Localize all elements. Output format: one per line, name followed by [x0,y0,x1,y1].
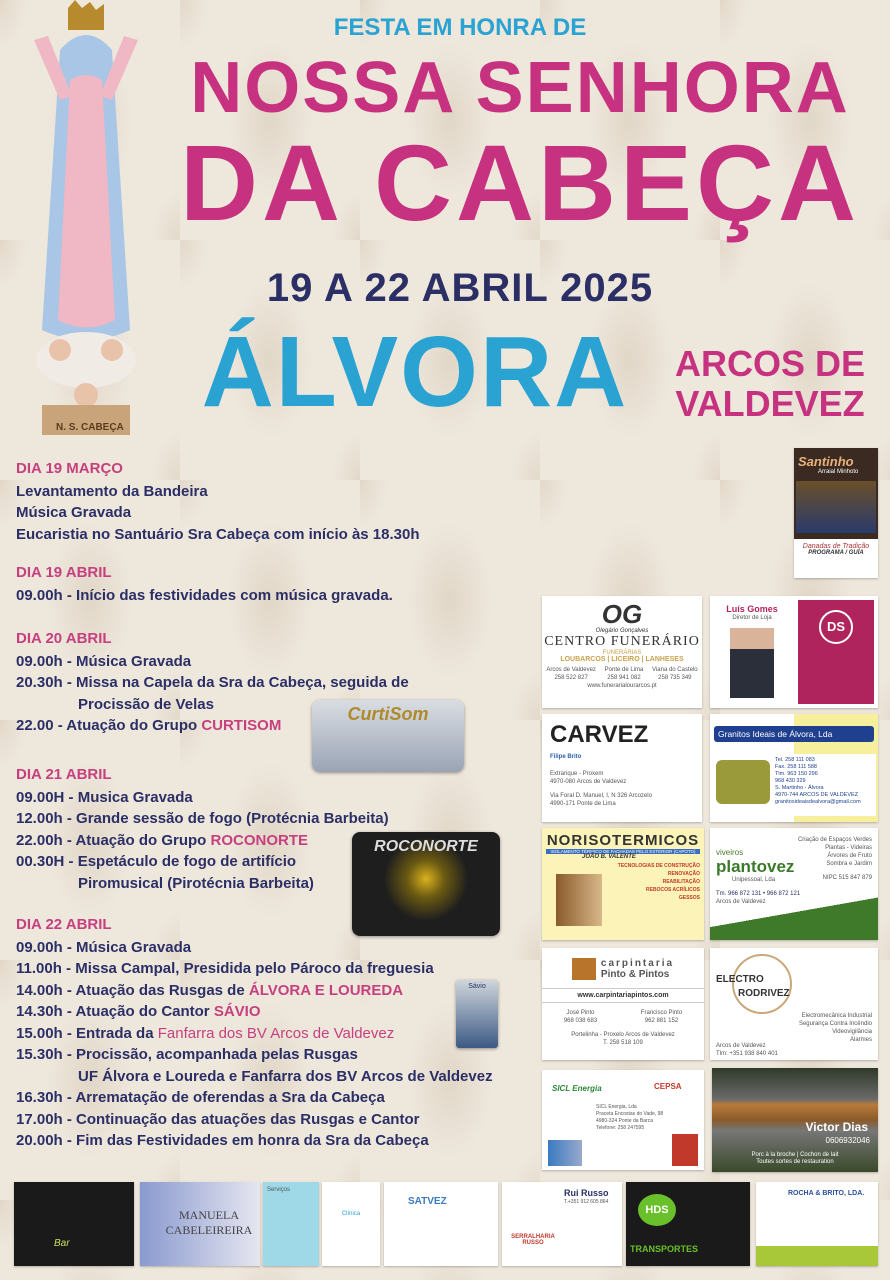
day-heading: DIA 22 ABRIL [16,916,112,933]
sponsor-clinic: Clínica [322,1182,380,1266]
curtisom-photo: CurtiSom [312,700,464,772]
schedule-item: 00.30H - Espetáculo de fogo de artifício [16,853,297,870]
sponsor-electro-rodrivez: ELECTRO RODRIVEZ Electromecânica Industrial Segurança Contra Incêndio Videovigilância Alarmes Arcos de Valdevez Tlm: +351 938 840 401 [710,948,878,1060]
day-block [16,458,546,545]
sponsor-hds: HDS TRANSPORTES [626,1182,750,1266]
schedule-item: Música Gravada [16,504,132,521]
day-block [16,562,546,606]
intro-heading: FESTA EM HONRA DE [333,14,587,41]
schedule-item: 17.00h - Continuação das atuações das Rusgas e Cantor [16,1110,420,1128]
schedule-item: 16.30h - Arrematação de oferendas a Sra da Cabeça [16,1089,385,1106]
day-heading: DIA 21 ABRIL [16,766,112,783]
sponsor-bar: Bar [14,1182,134,1266]
band-name: Fanfarra dos BV Arcos de Valdevez [157,1024,395,1042]
schedule-item: 15.00h - Entrada da Fanfarra dos BV Arcos de Valdevez [16,1024,395,1042]
day-heading: DIA 20 ABRIL [16,630,112,647]
schedule-item: Piromusical (Pirotécnia Barbeita) [78,874,314,892]
sponsor-rocha-brito: ROCHA & BRITO, LDA. [756,1182,878,1266]
schedule-item: 09.00H - Musica Gravada [16,788,193,806]
schedule-item: 22.00h - Atuação do Grupo ROCONORTE [16,831,308,849]
sponsor-norisotermicos: NORISOTERMICOS ISOLAMENTO TÉRMICO DE FACHADAS PELO EXTERIOR (CAPOTO) JOÃO B. VALENTE TECNOLOGIAS DE CONSTRUÇÃO RENOVAÇÃO REABILITAÇÃO REBOCOS ACRÍLICOS GESSOS [542,828,704,940]
schedule-item: 12.00h - Grande sessão de fogo (Protécnia Barbeita) [16,810,389,827]
statue-label: N. S. CABEÇA [56,422,124,433]
band-name: ROCONORTE [210,831,308,849]
sponsor-plantovez: viveiros plantovez Unipessoal, Lda Criação de Espaços Verdes Plantas - Videiras Árvores de Fruto Sombra e Jardim NIPC 515 847 879 Tm. 966 872 131 • 966 872 121 Arcos de Valdevez [710,828,878,940]
schedule-item: 20.30h - Missa na Capela da Sra da Cabeça, seguida de [16,674,409,691]
title-line1: NOSSA SENHORA [190,48,850,128]
schedule-item: 09.00h - Início das festividades com música gravada. [16,586,393,604]
municipality [660,344,880,424]
sponsor-russo: SERRALHARIA RUSSO Rui Russo T.+351 912 605 864 [502,1182,622,1266]
day-block [16,628,546,737]
sponsor-granitos: Granitos Ideais de Álvora, Lda Tel. 258 111 083 Fax. 258 111 588 Tlm. 963 150 296 968 430 329 S. Martinho - Álvora 4970-744 ARCOS DE VALDEVEZ granitosideaisdealvora@gmail.com [710,714,878,822]
sponsor-satvez: SATVEZ [384,1182,498,1266]
schedule-item: 22.00 - Atuação do Grupo CURTISOM [16,717,282,734]
municipality-line2: VALDEVEZ [675,383,865,424]
schedule-item: 20.00h - Fim das Festividades em honra da Sra da Cabeça [16,1132,429,1149]
schedule-item: 15.30h - Procissão, acompanhada pelas Rusgas [16,1046,358,1063]
sponsor-carpintaria: carpintaria Pinto & Pintos www.carpintariapintos.com José Pinto 968 038 683 Francisco Pinto 962 881 152 Portelinha - Proxelo Arcos de Valdevez T. 258 518 109 [542,948,704,1060]
schedule-item: 11.00h - Missa Campal, Presidida pelo Pároco da freguesia [16,960,434,977]
schedule-item: 14.00h - Atuação das Rusgas de ÁLVORA E LOUREDA [16,981,404,999]
event-dates: 19 A 22 ABRIL 2025 [266,266,654,310]
sponsor-centro-funerario: OG Olegário Gonçalves CENTRO FUNERÁRIO FUNERÁRIAS LOUBARCOS | LICEIRO | LANHESES Arcos de Valdevez 258 522 827 Ponte de Lima 258 941 082 Viana do Castelo 258 735 349 www.funerarialourarcos.pt [542,596,702,708]
schedule-item: Eucaristia no Santuário Sra Cabeça com início às 18.30h [16,525,420,543]
municipality-line1: ARCOS DE [674,343,866,384]
sponsor-sicl-energia: SICL Energia CEPSA SICL Energia, Lda Praceta Encostas do Vade, 98 4980-324 Ponte da Barca Telefone: 258 247595 [542,1070,704,1170]
sponsor-ds: Luís Gomes Diretor de Loja DS [710,596,878,708]
sponsor-services: Serviços [263,1182,319,1266]
schedule-item: 09.00h - Música Gravada [16,938,192,956]
sponsor-santinho: Santinho Arraial Minhoto Danadas de Tradição PROGRAMA / GUIA [794,448,878,578]
sponsor-victor-dias: Victor Dias 0606932046 Porc à la broche | Cochon de lait Toutes sortes de restauration [712,1068,878,1172]
title-line2: DA CABEÇA [180,122,860,243]
sponsor-manuela: MANUELA CABELEIREIRA [140,1182,260,1266]
group-name: ÁLVORA E LOUREDA [248,981,404,999]
singer-name: SÁVIO [213,1003,261,1020]
band-name: CURTISOM [201,717,282,734]
roconorte-photo: ROCONORTE [352,832,500,936]
savio-photo: Sávio [456,980,498,1048]
day-heading: DIA 19 MARÇO [16,460,123,477]
day-heading: DIA 19 ABRIL [16,564,112,581]
schedule-item: 09.00h - Música Gravada [16,652,192,670]
sponsor-carvez: CARVEZ Filipe Brito Extrarique - Proxem 4970-080 Arcos de Valdevez Via Foral D. Manuel, I, N 326 Arcozelo 4990-171 Ponte de Lima [542,714,702,822]
schedule-item: Levantamento da Bandeira [16,482,208,500]
schedule-item: UF Álvora e Loureda e Fanfarra dos BV Arcos de Valdevez [78,1067,493,1085]
place-name: ÁLVORA [201,316,629,428]
schedule-item: 14.30h - Atuação do Cantor SÁVIO [16,1003,261,1020]
statue-image [20,0,150,445]
schedule-item: Procissão de Velas [78,695,214,713]
